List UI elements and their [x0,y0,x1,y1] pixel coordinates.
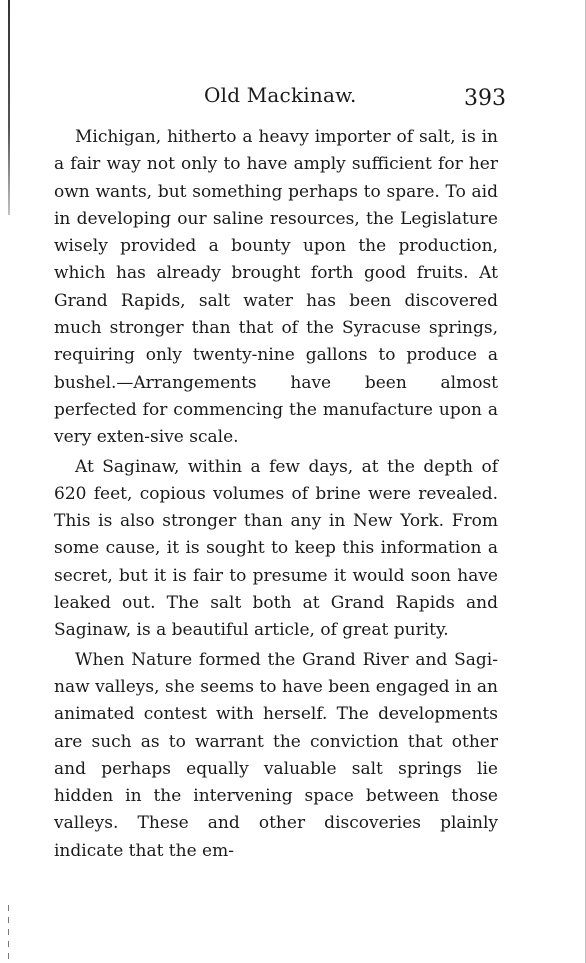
body-text [54,124,498,867]
running-head-title: Old Mackinaw. [204,83,357,107]
paragraph: At Saginaw, within a few days, at the depth of 620 feet, copious volumes of brine were revealed. This is also stronger than any in New York. From some cause, it is sought to keep this information a secret, but it is fair to presume it would soon have leaked out. The salt both at Grand Rapids and Saginaw, is a beautiful article, of great purity. [54,456,498,641]
scan-margin-line-bottom [8,905,9,960]
scan-margin-line [8,0,10,215]
paragraph: When Nature formed the Grand River and Sagi-naw valleys, she seems to have been engaged in an animated contest with herself. The developments are such as to warrant the conviction that other and perhaps equally valuable salt springs lie hidden in the intervening space between those valleys. These and other discoveries plainly indicate that the em- [54,649,498,861]
paragraph: Michigan, hitherto a heavy importer of salt, is in a fair way not only to have amply sufficient for her own wants, but something perhaps to spare. To aid in developing our saline resources, the Legislature wisely provided a bounty upon the production, which has already brought forth good fruits. At Grand Rapids, salt water has been discovered much stronger than that of the Syracuse springs, requiring only twenty-nine gallons to produce a bushel.—Arrangements have been almost perfected for commencing the manufacture upon a very exten-sive scale. [54,127,498,448]
page-number: 393 [464,86,506,111]
running-head [54,80,498,114]
